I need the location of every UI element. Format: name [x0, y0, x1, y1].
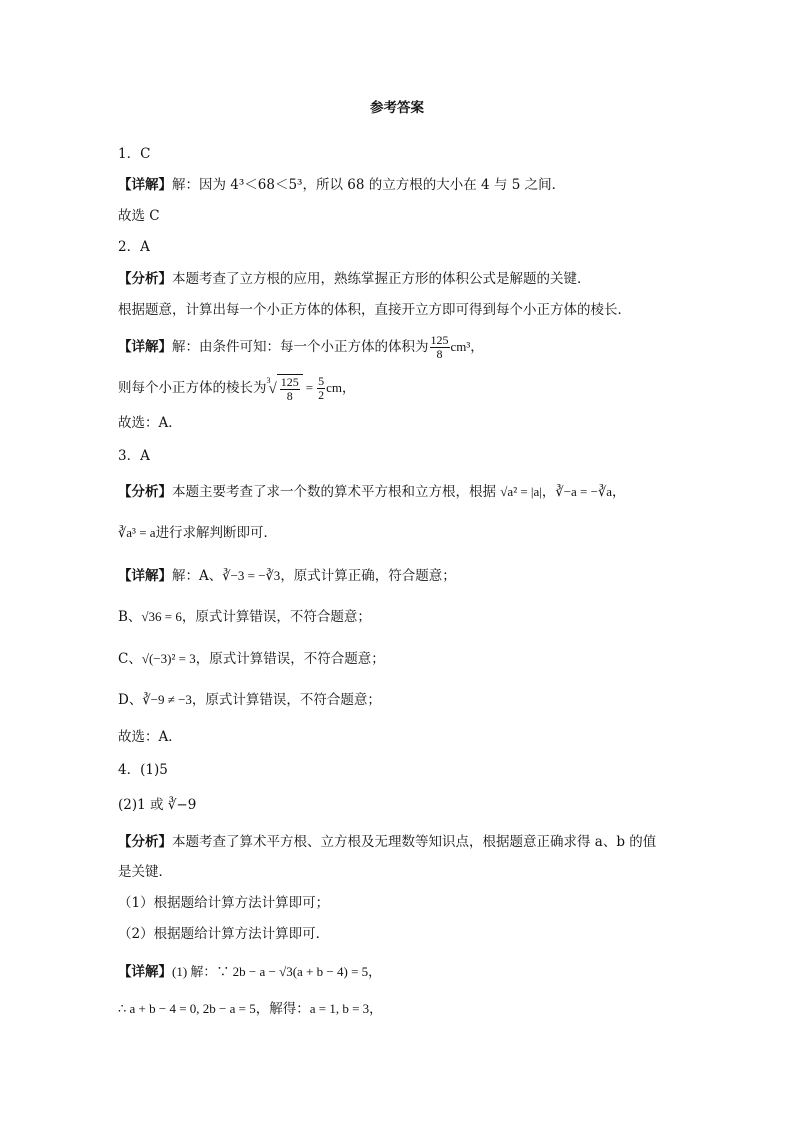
option-a-label: 解：A、 — [172, 568, 223, 584]
option-d-label: D、 — [118, 692, 143, 708]
radical-sign-icon: √ — [268, 381, 277, 398]
q2-analysis — [118, 269, 591, 289]
option-a-text: ，原式计算正确，符合题意； — [280, 568, 456, 584]
formula-cube-root: ∛a³ = a — [118, 525, 156, 540]
equals-sign: = — [305, 380, 314, 396]
q2-analysis-text: 本题考查了立方根的应用，熟练掌握正方形的体积公式是解题的关键． — [172, 271, 591, 287]
q3-option-a — [118, 566, 456, 586]
q1-detail — [118, 175, 565, 195]
radical-index: 3 — [266, 376, 271, 386]
q3-number: 3．A — [118, 448, 150, 464]
edge-fraction — [317, 375, 325, 402]
detail-tag: 【详解】 — [118, 339, 172, 355]
q3-analysis: 【分析】本题主要考查了求一个数的算术平方根和立方根，根据 √a² = |a|，∛−a = −∛a， — [118, 484, 626, 500]
fraction-numerator: 125 — [430, 333, 449, 347]
detail-tag: 【详解】 — [118, 964, 172, 980]
edge-unit: cm， — [326, 380, 355, 396]
q3-conclusion: 故选：A． — [118, 729, 182, 745]
option-b-formula: √36 = 6 — [141, 609, 182, 624]
formula-cube-root-neg: ∛−a = −∛a — [555, 484, 613, 499]
q4-part2: (2)1 或 ∛−9 — [118, 797, 197, 813]
q4-step-1: （1）根据题给计算方法计算即可； — [118, 895, 330, 911]
q3-option-c — [118, 649, 385, 669]
option-b-label: B、 — [118, 609, 142, 625]
analysis-tag: 【分析】 — [118, 271, 172, 287]
q4-detail-formula: ∴ a + b − 4 = 0, 2b − a = 5 — [118, 1001, 256, 1016]
q3-analysis-text: 本题主要考查了求一个数的算术平方根和立方根，根据 — [172, 484, 496, 500]
option-d-text: ，原式计算错误，不符合题意； — [191, 692, 381, 708]
q3-option-d — [118, 690, 381, 710]
option-c-formula: √(−3)² = 3 — [141, 651, 196, 666]
volume-unit: cm³ — [450, 339, 471, 354]
option-c-text: ，原式计算错误，不符合题意； — [195, 651, 385, 667]
q2-edge — [118, 374, 355, 403]
q4-detail-text: ，解得： — [255, 1001, 310, 1017]
q4-analysis — [118, 832, 656, 852]
option-b-text: ，原式计算错误，不符合题意； — [181, 609, 371, 625]
q2-conclusion: 故选：A． — [118, 415, 182, 431]
q2-detail-post: ， — [470, 339, 484, 355]
option-a-formula: ∛−3 = −∛3 — [222, 568, 281, 583]
analysis-tag: 【分析】 — [118, 834, 172, 850]
q4-detail-2 — [118, 999, 382, 1019]
fraction-numerator: 5 — [318, 374, 325, 389]
q2-analysis-2: 根据题意，计算出每一个小正方体的体积，直接开立方即可得到每个小正方体的棱长． — [118, 302, 631, 318]
detail-tag: 【详解】 — [118, 177, 172, 193]
volume-fraction — [430, 334, 450, 361]
page-title: 参考答案 — [370, 100, 424, 116]
q1-detail-text: 解：因为 4³＜68＜5³，所以 68 的立方根的大小在 4 与 5 之间． — [172, 177, 566, 193]
radicand — [277, 374, 303, 403]
q4-number: 4．(1)5 — [118, 762, 168, 778]
q1-conclusion: 故选 C — [118, 208, 160, 224]
q3-analysis-text-2: 进行求解判断即可． — [155, 525, 278, 541]
q4-detail — [118, 962, 381, 982]
fraction-denominator: 8 — [436, 347, 443, 361]
fraction-denominator: 2 — [318, 388, 325, 403]
q2-number: 2．A — [118, 239, 150, 255]
option-d-formula: ∛−9 ≠ −3 — [142, 692, 192, 707]
q2-edge-pre: 则每个小正方体的棱长为 — [118, 380, 267, 397]
q3-option-b — [118, 607, 371, 627]
fraction-denominator: 8 — [286, 389, 293, 404]
q4-detail-line-1: (1) 解：∵ 2b − a − √3(a + b − 4) = 5， — [172, 964, 382, 979]
q4-analysis-2: 是关键． — [118, 864, 172, 880]
q4-step-2: （2）根据题给计算方法计算即可． — [118, 926, 330, 942]
detail-tag: 【详解】 — [118, 568, 172, 584]
q2-detail-pre: 解：由条件可知：每一个小正方体的体积为 — [172, 339, 429, 355]
formula-abs: √a² = |a| — [500, 484, 542, 499]
q4-analysis-text: 本题考查了算术平方根、立方根及无理数等知识点，根据题意正确求得 a、b 的值 — [172, 834, 657, 850]
q1-number: 1．C — [118, 146, 151, 162]
q4-detail-result: a = 1, b = 3， — [309, 1001, 383, 1016]
radicand-fraction — [280, 376, 300, 403]
q3-analysis-2 — [118, 523, 277, 543]
option-c-label: C、 — [118, 651, 142, 667]
analysis-tag: 【分析】 — [118, 484, 172, 500]
q2-detail — [118, 334, 484, 361]
fraction-numerator: 125 — [280, 375, 299, 390]
cube-root-radical — [267, 374, 303, 403]
